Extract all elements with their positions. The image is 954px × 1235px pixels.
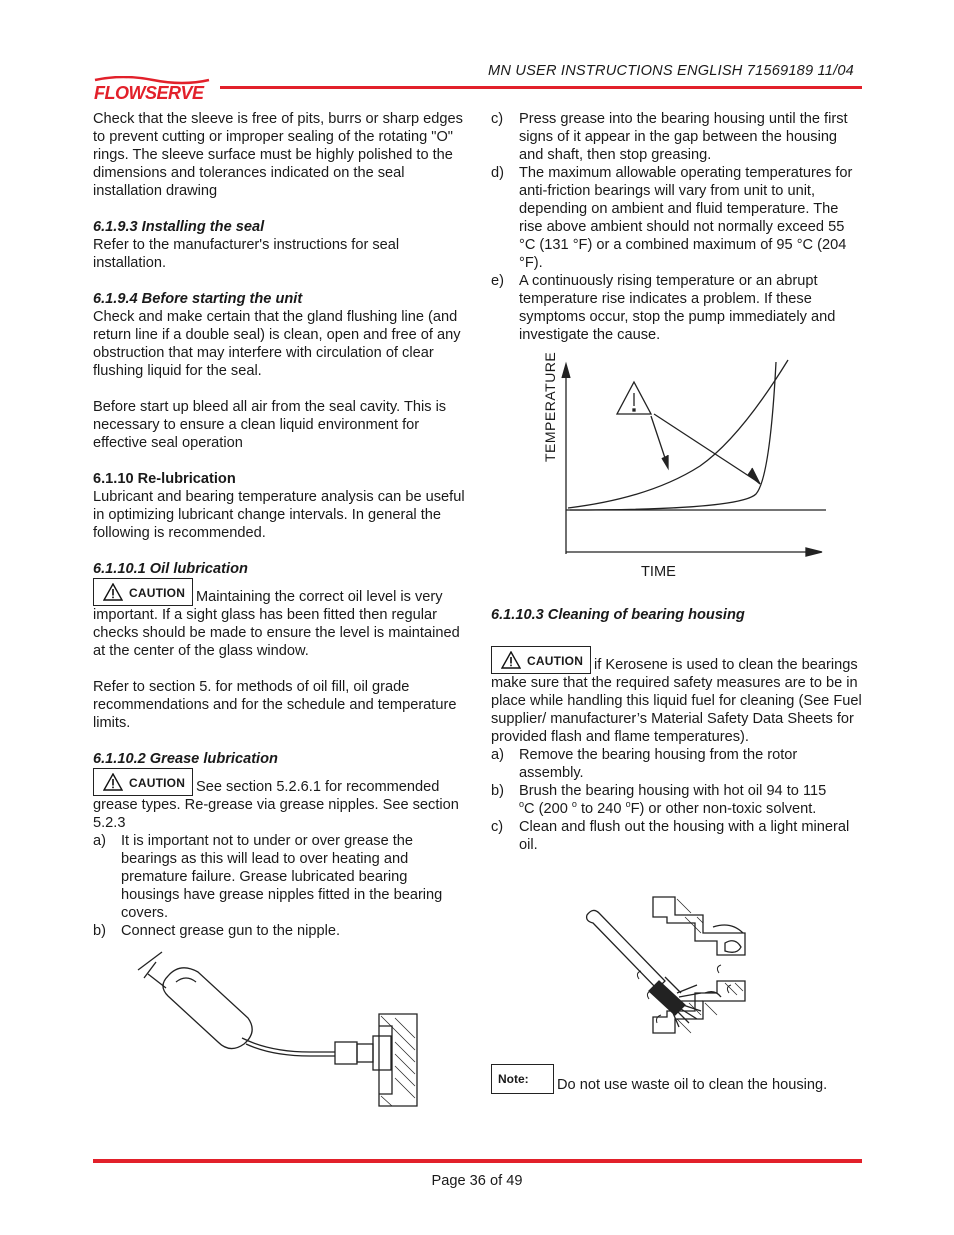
note-badge: [491, 1064, 554, 1094]
oil-level-text: Maintaining the correct oil level is very important. If a sight glass has been fitted then regular checks should be made to ensure the level is maintained at the center of the glass window.: [93, 589, 460, 659]
list-item: [93, 832, 465, 922]
list-item: [491, 110, 863, 164]
grease-types-text: See section 5.2.6.1 for recommended grease types. Re-grease via grease nipples. See section 5.2.3: [93, 779, 459, 831]
note-block: [491, 1064, 863, 1094]
sleeve-paragraph: Check that the sleeve is free of pits, burrs or sharp edges to prevent cutting or improper sealing of the rotating "O" rings. The sleeve surface must be highly polished to the dimensions and tolerances indicated on the seal installation drawing: [93, 111, 463, 199]
caution-badge: [93, 578, 193, 606]
page-number: Page 36 of 49: [431, 1173, 523, 1189]
relubrication-paragraph: Lubricant and bearing temperature analysis can be useful in optimizing lubricant change intervals. In general the following is recommended.: [93, 489, 465, 541]
caution-badge: [93, 768, 193, 796]
warning-triangle-icon: [103, 773, 123, 791]
caution-label: CAUTION: [527, 654, 584, 668]
list-item: [491, 782, 863, 818]
list-marker: a): [93, 833, 106, 849]
seal-installation-paragraph: Refer to the manufacturer's instructions for seal installation.: [93, 237, 400, 271]
list-item-text: Brush the bearing housing with hot oil 94 to 115: [519, 783, 827, 799]
note-text: Do not use waste oil to clean the housing.: [557, 1077, 828, 1093]
left-column: [93, 110, 465, 940]
list-item-text: The maximum allowable operating temperatures for anti-friction bearings will vary from unit to unit, depending on ambient and fluid temperature. The rise above ambient should not normally exceed 55 °C (131 °F) or a combined maximum of 95 °C (204 °F).: [519, 165, 853, 271]
degree-sign: o: [571, 799, 577, 810]
heading-6-1-9-3: 6.1.9.3 Installing the seal: [93, 219, 265, 235]
list-item: [491, 272, 863, 344]
heading-6-1-9-4: 6.1.9.4 Before starting the unit: [93, 291, 303, 307]
list-item-text: It is important not to under or over grease the bearings as this will lead to over heating and premature failure. Grease lubricated bearing housings have grease nipples fitted in the bearing covers.: [121, 833, 443, 921]
grease-gun-illustration: [130, 948, 425, 1113]
right-column-lower: [491, 606, 863, 854]
oil-section-reference: Refer to section 5. for methods of oil fill, oil grade recommendations and for the schedule and temperature limits.: [93, 679, 457, 731]
heading-6-1-10-1: 6.1.10.1 Oil lubrication: [93, 561, 248, 577]
list-item-text: to 240: [576, 801, 626, 817]
list-marker: b): [93, 923, 106, 939]
warning-triangle-icon: [103, 583, 123, 601]
caution-label: CAUTION: [129, 586, 186, 600]
document-reference: MN USER INSTRUCTIONS ENGLISH 71569189 11/04: [487, 63, 854, 79]
y-axis-label: TEMPERATURE: [542, 351, 558, 462]
list-marker: e): [491, 273, 504, 289]
list-item-text: Connect grease gun to the nipple.: [121, 923, 341, 939]
header-rule: [220, 86, 862, 89]
list-item-text: C (200: [524, 801, 572, 817]
footer-rule: [93, 1159, 862, 1163]
kerosene-paragraph: [491, 646, 863, 746]
caution-label: CAUTION: [129, 776, 186, 790]
list-item: [491, 746, 863, 782]
brush-cleaning-illustration: [585, 893, 775, 1068]
oil-lubrication-paragraph: [93, 578, 465, 660]
list-marker: c): [491, 819, 504, 835]
kerosene-text: if Kerosene is used to clean the bearings make sure that the required safety measures are to be in place while handling this liquid fuel for cleaning (See Fuel supplier/ manufacturer’s Material Safety Data Sheets for provided flash and flame temperatures).: [491, 657, 862, 745]
list-item-text: A continuously rising temperature or an abrupt temperature rise indicates a problem. If these symptoms occur, stop the pump immediately and investigate the cause.: [519, 273, 836, 343]
list-item: [491, 164, 863, 272]
list-item-text: Remove the bearing housing from the rotor assembly.: [519, 747, 798, 781]
list-item-text: Clean and flush out the housing with a light mineral oil.: [519, 819, 850, 853]
grease-lubrication-paragraph: [93, 768, 465, 832]
heading-6-1-10-3: 6.1.10.3 Cleaning of bearing housing: [491, 607, 745, 623]
list-item-text: Press grease into the bearing housing until the first signs of it appear in the gap between the housing and shaft, then stop greasing.: [519, 111, 848, 163]
list-item-text: F) or other non-toxic solvent.: [630, 801, 817, 817]
list-item: [491, 818, 863, 854]
x-axis-label: TIME: [641, 564, 676, 580]
degree-sign: o: [625, 799, 631, 810]
svg-text:FLOWSERVE: FLOWSERVE: [94, 83, 204, 102]
list-marker: c): [491, 111, 504, 127]
list-marker: d): [491, 165, 504, 181]
list-marker: a): [491, 747, 504, 763]
flowserve-logo: [93, 76, 211, 102]
degree-sign: o: [519, 799, 525, 810]
flushing-line-paragraph: Check and make certain that the gland flushing line (and return line if a double seal) is clean, open and free of any obstruction that may interfere with circulation of clear flushing liquid for the seal.: [93, 309, 461, 379]
heading-6-1-10-2: 6.1.10.2 Grease lubrication: [93, 751, 278, 767]
right-column: [491, 110, 863, 344]
warning-triangle-icon: [501, 651, 521, 669]
bleed-air-paragraph: Before start up bleed all air from the seal cavity. This is necessary to ensure a clean liquid environment for effective seal operation: [93, 399, 447, 451]
list-item: [93, 922, 465, 940]
caution-badge: [491, 646, 591, 674]
heading-6-1-10: 6.1.10 Re-lubrication: [93, 471, 236, 487]
temperature-rise-diagram: [530, 358, 830, 558]
list-marker: b): [491, 783, 504, 799]
note-label: Note:: [498, 1072, 529, 1086]
